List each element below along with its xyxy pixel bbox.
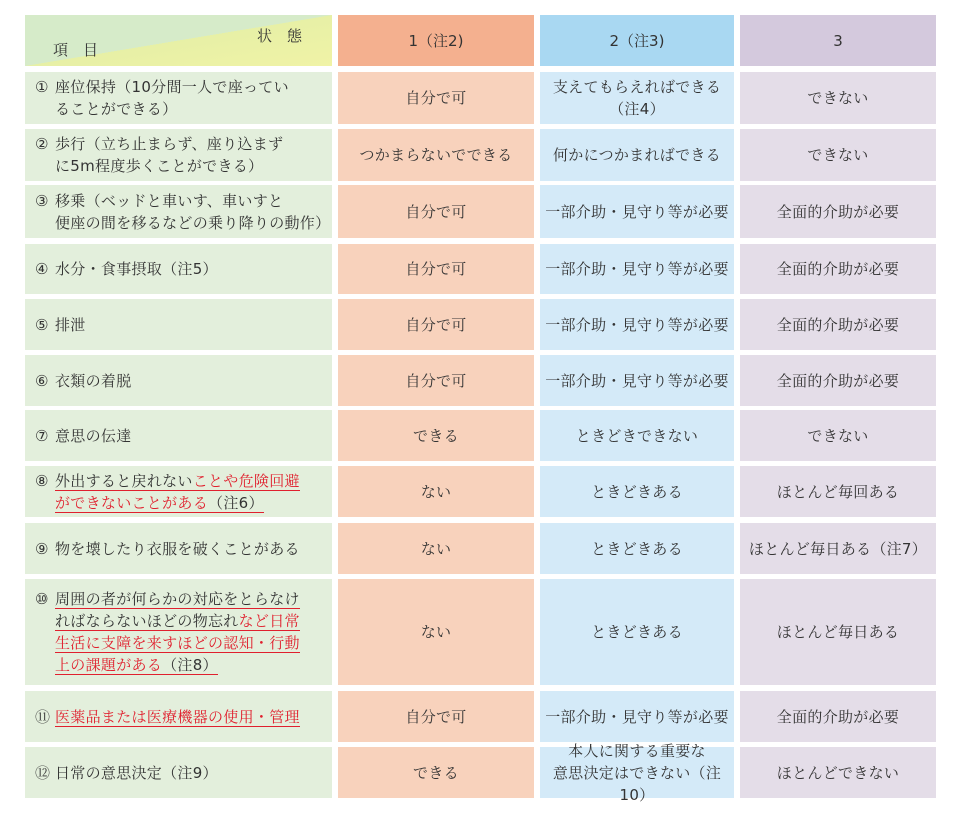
row-col2-cell <box>540 129 734 181</box>
row-col3-cell: ほとんどできない <box>740 747 936 798</box>
item-text-segment: 歩行（立ち止まらず、座り込まず <box>55 135 284 153</box>
row-item-text <box>55 190 330 234</box>
row-col3-cell: 全面的介助が必要 <box>740 244 936 294</box>
row-col3-cell: できない <box>740 410 936 461</box>
row-item-cell <box>25 523 332 574</box>
row-item-text <box>55 470 300 514</box>
row-item-cell <box>25 691 332 742</box>
header-item-cell <box>25 15 332 66</box>
item-text-segment: 周囲の者が何らかの対応をとらなけ <box>55 590 300 608</box>
item-text-segment: 日常の意思決定（注9） <box>55 763 218 782</box>
item-text-segment: 衣類の着脱 <box>55 371 132 390</box>
row-col1-cell: 自分で可 <box>338 355 534 406</box>
row-col1-cell: 自分で可 <box>338 244 534 294</box>
col2-text-line: 本人に関する重要な <box>568 741 706 760</box>
item-text-segment: 水分・食事摂取（注5） <box>55 260 218 278</box>
row-number: ② <box>35 135 49 153</box>
row-col2-cell <box>540 579 734 685</box>
item-text-segment: ればならないほどの物忘れ <box>55 612 239 630</box>
row-number: ⑥ <box>35 371 49 390</box>
row-col1-cell: ない <box>338 579 534 685</box>
header-item-label: 項 目 <box>53 41 99 59</box>
header-col-3: 3 <box>740 15 936 66</box>
col2-text-line: 支えてもらえればできる <box>552 78 722 96</box>
row-item-text <box>55 706 300 728</box>
item-text-segment: （注6） <box>208 493 264 512</box>
col2-text-line: 一部介助・見守り等が必要 <box>545 371 729 390</box>
row-number: ① <box>35 78 49 96</box>
item-text-segment: 座位保持（10分間一人で座ってい <box>55 78 289 96</box>
row-item-text <box>55 133 283 177</box>
row-col3-cell: できない <box>740 72 936 124</box>
row-col2-cell <box>540 691 734 742</box>
row-number: ⑪ <box>35 707 51 726</box>
row-col3-cell: 全面的介助が必要 <box>740 355 936 406</box>
row-item-cell <box>25 72 332 124</box>
row-col3-cell: できない <box>740 129 936 181</box>
row-item-text <box>55 258 218 280</box>
header-state-label: 状 態 <box>256 27 302 45</box>
col2-text-line: ときどきある <box>591 623 683 641</box>
item-text-segment: ができないことがある <box>55 493 209 512</box>
item-text-segment: 意思の伝達 <box>55 426 132 445</box>
item-text-segment: ることができる） <box>55 100 178 118</box>
row-col1-cell: ない <box>338 523 534 574</box>
row-col2-cell <box>540 410 734 461</box>
row-col1-cell: 自分で可 <box>338 185 534 238</box>
row-item-cell <box>25 747 332 798</box>
row-col2-cell <box>540 741 734 804</box>
row-col2-cell <box>540 244 734 294</box>
row-item-cell <box>25 466 332 517</box>
row-col1-cell: 自分で可 <box>338 691 534 742</box>
row-col1-cell: 自分で可 <box>338 72 534 124</box>
item-text-segment: 便座の間を移るなどの乗り降りの動作） <box>55 213 331 232</box>
row-col3-cell: 全面的介助が必要 <box>740 185 936 238</box>
row-item-cell <box>25 185 332 238</box>
row-item-text <box>55 370 132 392</box>
row-item-text <box>55 314 86 336</box>
item-text-segment: 外出すると戻れない <box>55 471 193 490</box>
row-col3-cell: ほとんど毎回ある <box>740 466 936 517</box>
row-number: ④ <box>35 260 49 278</box>
row-number: ③ <box>35 191 49 210</box>
row-number: ⑩ <box>35 590 49 608</box>
row-col1-cell: できる <box>338 747 534 798</box>
row-col2-cell <box>540 355 734 406</box>
row-col3-cell: 全面的介助が必要 <box>740 691 936 742</box>
row-number: ⑫ <box>35 763 51 782</box>
row-col2-cell <box>540 299 734 350</box>
item-text-segment: 排泄 <box>55 315 86 334</box>
item-text-segment: 上の課題がある <box>55 656 163 674</box>
row-item-cell <box>25 579 332 685</box>
item-text-segment: 生活に支障を来すほどの認知・行動 <box>55 634 300 652</box>
row-col2-cell <box>540 72 734 124</box>
row-col3-cell: ほとんど毎日ある <box>740 579 936 685</box>
col2-text-line: 一部介助・見守り等が必要 <box>545 707 729 726</box>
row-item-text <box>55 425 132 447</box>
row-item-cell <box>25 129 332 181</box>
row-col3-cell: ほとんど毎日ある（注7） <box>740 523 936 574</box>
row-col2-cell <box>540 466 734 517</box>
row-number: ⑦ <box>35 426 49 445</box>
col2-text-line: ときどきある <box>591 539 683 558</box>
col2-text-line: （注4） <box>609 100 665 118</box>
row-col3-cell: 全面的介助が必要 <box>740 299 936 350</box>
row-item-text <box>55 762 218 784</box>
header-col-1: 1（注2) <box>338 15 534 66</box>
row-item-cell <box>25 244 332 294</box>
item-text-segment: 医薬品または医療機器の使用・管理 <box>55 707 300 726</box>
item-text-segment: など日常 <box>238 612 300 630</box>
row-item-cell <box>25 410 332 461</box>
col2-text-line: ときどきある <box>591 482 683 501</box>
row-number: ⑧ <box>35 471 49 490</box>
header-col-2: 2（注3) <box>540 15 734 66</box>
row-number: ⑨ <box>35 539 49 558</box>
col2-text-line: 一部介助・見守り等が必要 <box>545 260 729 278</box>
col2-text-line: 意思決定はできない（注10） <box>552 763 722 804</box>
row-number: ⑤ <box>35 315 49 334</box>
item-text-segment: （注8） <box>162 656 218 674</box>
col2-text-line: 何かにつかまればできる <box>552 146 721 164</box>
row-col1-cell: ない <box>338 466 534 517</box>
col2-text-line: 一部介助・見守り等が必要 <box>545 202 729 221</box>
row-col1-cell: できる <box>338 410 534 461</box>
item-text-segment: 物を壊したり衣服を破くことがある <box>55 539 300 558</box>
row-col1-cell: つかまらないでできる <box>338 129 534 181</box>
item-text-segment: ことや危険回避 <box>192 471 300 490</box>
row-col1-cell: 自分で可 <box>338 299 534 350</box>
row-item-text <box>55 76 289 120</box>
item-text-segment: に5m程度歩くことができる） <box>55 157 264 175</box>
col2-text-line: ときどきできない <box>575 426 699 445</box>
row-item-text <box>55 588 300 676</box>
row-item-cell <box>25 355 332 406</box>
col2-text-line: 一部介助・見守り等が必要 <box>545 315 729 334</box>
item-text-segment: 移乗（ベッドと車いす、車いすと <box>55 191 284 210</box>
row-col2-cell <box>540 523 734 574</box>
row-item-text <box>55 538 300 560</box>
row-item-cell <box>25 299 332 350</box>
row-col2-cell <box>540 185 734 238</box>
